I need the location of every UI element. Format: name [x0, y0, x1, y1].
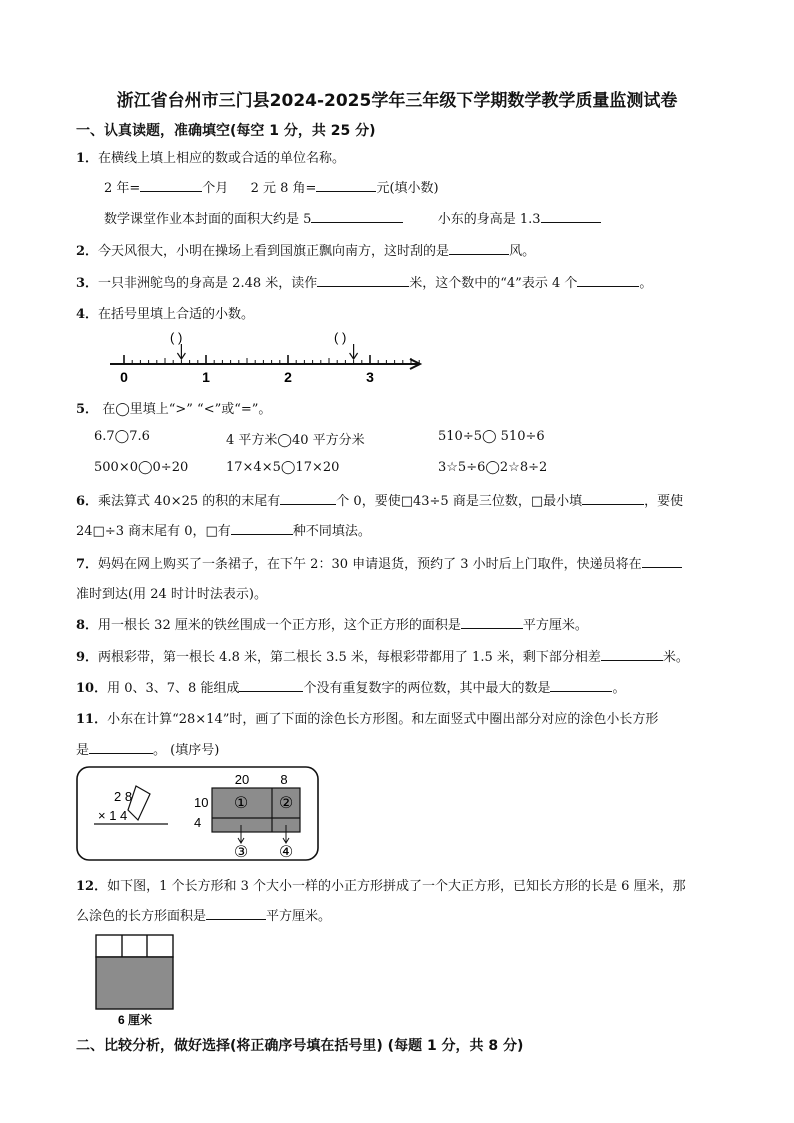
question-2: 2．今天风很大，小明在操场上看到国旗正飘向南方，这时刮的是 风。 [76, 244, 536, 259]
question-12: 12．如下图，1 个长方形和 3 个大小一样的小正方形拼成了一个大正方形，已知长方形的长是 6 厘米，那 [76, 879, 686, 894]
answer-blank[interactable] [239, 679, 303, 692]
question-11-line-2: 是 。 (填序号) [76, 743, 220, 758]
question-1-row-b: 数学课堂作业本封面的面积大约是 5 小东的身高是 1.3 [104, 208, 601, 227]
answer-blank[interactable] [577, 274, 639, 287]
tick-label-3: 3 [366, 369, 374, 385]
paren-2: ( ) [334, 330, 347, 345]
compare-item: 3☆5÷6◯2☆8÷2 [438, 460, 548, 475]
col-label-20: 20 [234, 772, 250, 787]
question-11: 11．小东在计算“28×14”时，画了下面的涂色长方形图。和左面竖式中圈出部分对应的涂色小长方形 [76, 712, 659, 727]
answer-blank[interactable] [89, 741, 153, 754]
answer-blank[interactable] [550, 679, 612, 692]
compare-item: 500×0◯0÷20 [94, 460, 189, 475]
answer-blank[interactable] [311, 210, 403, 223]
answer-blank[interactable] [449, 242, 509, 255]
number-line-ticks [124, 355, 419, 364]
question-1: 1．在横线上填上相应的数或合适的单位名称。 [76, 151, 346, 166]
shaded-rectangle [96, 957, 173, 1009]
answer-blank[interactable] [140, 179, 202, 192]
row-label-10: 10 [194, 795, 209, 810]
answer-blank[interactable] [231, 522, 293, 535]
region-3-label: ③ [233, 844, 249, 861]
answer-blank[interactable] [541, 210, 601, 223]
col-label-8: 8 [280, 772, 288, 787]
small-squares-row [96, 935, 173, 957]
answer-blank[interactable] [601, 648, 663, 661]
square-composition-figure [95, 934, 177, 1028]
section-heading-2: 二、比较分析，做好选择(将正确序号填在括号里) (每题 1 分，共 8 分) [76, 1038, 524, 1054]
tick-label-0: 0 [120, 369, 128, 385]
question-4: 4．在括号里填上合适的小数。 [76, 307, 255, 322]
answer-blank[interactable] [317, 274, 409, 287]
section-heading-1: 一、认真读题，准确填空(每空 1 分，共 25 分) [76, 123, 376, 139]
answer-blank[interactable] [280, 492, 336, 505]
question-6: 6．乘法算式 40×25 的积的末尾有 个 0，要使□43÷5 商是三位数，□最小填 ，要使 [76, 494, 684, 509]
page-title: 浙江省台州市三门县2024-2025学年三年级下学期数学教学质量监测试卷 [116, 91, 678, 111]
region-2-label: ② [278, 795, 294, 812]
compare-item: 6.7◯7.6 [94, 429, 150, 444]
question-9: 9．两根彩带，第一根长 4.8 米，第二根长 3.5 米，每根彩带都用了 1.5 米，剩下部分相差 米。 [76, 650, 689, 665]
question-8: 8．用一根长 32 厘米的铁丝围成一个正方形，这个正方形的面积是 平方厘米。 [76, 618, 588, 633]
compare-item: 4 平方米◯40 平方分米 [226, 433, 365, 448]
multiplier-digits: × 1 4 [98, 808, 128, 823]
answer-blank[interactable] [206, 907, 266, 920]
answer-blank[interactable] [316, 179, 376, 192]
tick-label-1: 1 [202, 369, 210, 385]
question-6-line-2: 24□÷3 商末尾有 0，□有 种不同填法。 [76, 524, 371, 539]
question-10: 10．用 0、3、7、8 能组成 个没有重复数字的两位数，其中最大的数是 。 [76, 681, 626, 696]
tick-label-2: 2 [284, 369, 292, 385]
answer-blank[interactable] [642, 555, 682, 568]
question-7-line-2: 准时到达(用 24 时计时法表示)。 [76, 587, 267, 602]
question-12-line-2: 么涂色的长方形面积是 平方厘米。 [76, 909, 332, 924]
paren-1: ( ) [170, 330, 183, 345]
region-4-label: ④ [278, 844, 294, 861]
number-line-pointers [177, 344, 357, 359]
compare-item: 510÷5◯ 510÷6 [438, 429, 545, 444]
row-label-4: 4 [194, 815, 202, 830]
question-1-row-a: 2 年= 个月 2 元 8 角= 元(填小数) [104, 181, 439, 196]
region-1-label: ① [233, 795, 249, 812]
number-line-figure [100, 328, 440, 386]
length-label: 6 厘米 [117, 1013, 153, 1027]
compare-item: 17×4×5◯17×20 [226, 460, 340, 475]
answer-blank[interactable] [461, 616, 523, 629]
multiplication-area-figure [76, 766, 320, 862]
top-digits: 2 8 [114, 789, 133, 804]
answer-blank[interactable] [582, 492, 644, 505]
question-5: 5． 在◯里填上“>” “<”或“=”。 [76, 402, 272, 417]
question-7: 7．妈妈在网上购买了一条裙子，在下午 2：30 申请退货，预约了 3 小时后上门取件，快递员将在 [76, 553, 682, 572]
question-3: 3．一只非洲鸵鸟的身高是 2.48 米，读作 米，这个数中的“4”表示 4 个 。 [76, 276, 653, 291]
